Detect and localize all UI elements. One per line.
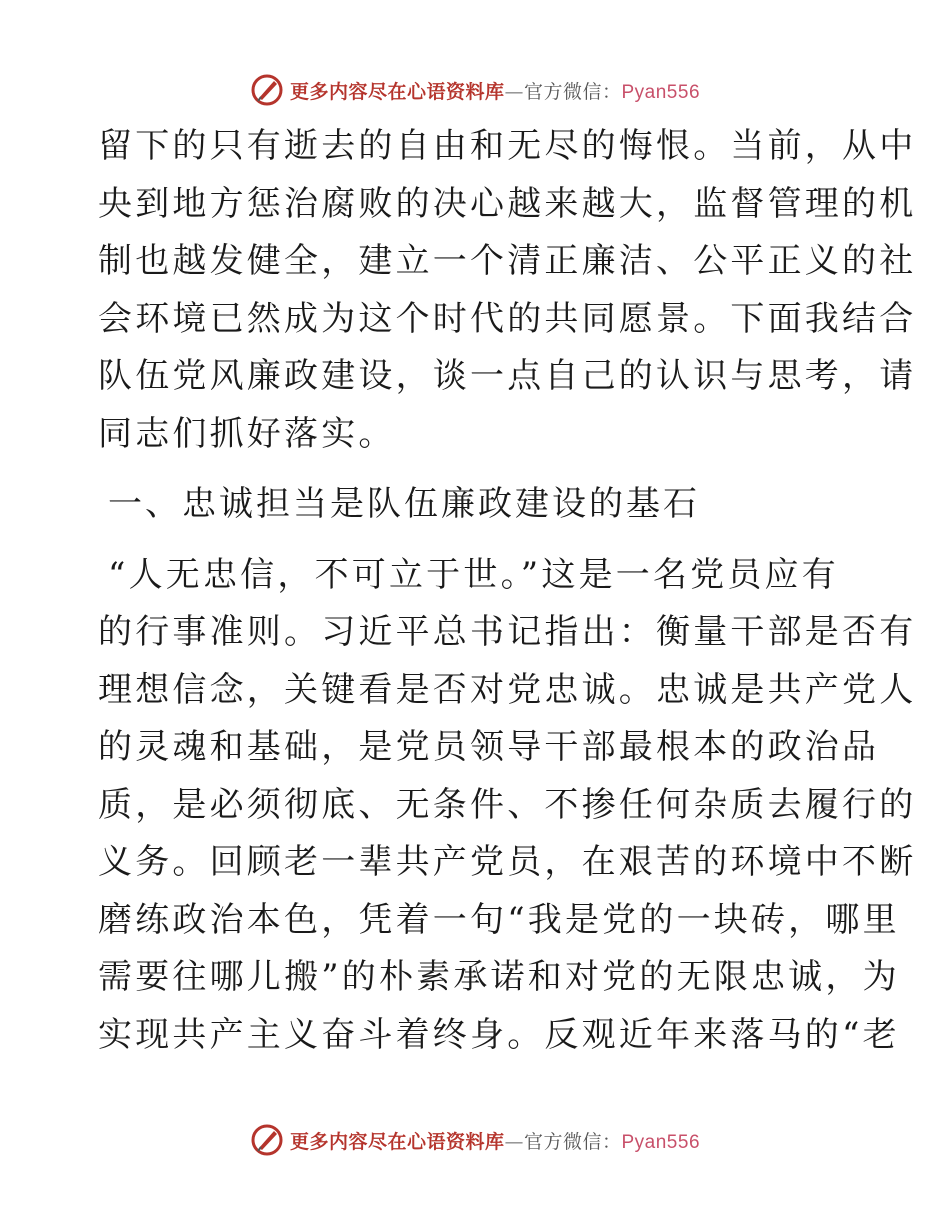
text-line: 需要往哪儿搬”的朴素承诺和对党的无限忠诚，为 [98, 957, 900, 997]
text-line: 的灵魂和基础，是党员领导干部最根本的政治品 [98, 727, 880, 767]
banner-account: Pyan556 [621, 81, 701, 103]
text-line: 义务。回顾老一辈共产党员，在艰苦的环境中不断 [98, 842, 917, 882]
header-banner [0, 70, 950, 110]
text-line: 会环境已然成为这个时代的共同愿景。下面我结合 [98, 298, 917, 339]
document-body [98, 118, 917, 1064]
banner-site-name: 更多内容尽在心语资料库 [289, 1130, 505, 1153]
quill-logo-icon [250, 1123, 284, 1157]
text-line: 实现共产主义奋斗着终身。反观近年来落马的“老 [98, 1014, 900, 1055]
text-line: 央到地方惩治腐败的决心越来越大，监督管理的机 [98, 183, 917, 224]
section-heading: 一、忠诚担当是队伍廉政建设的基石 [108, 484, 700, 524]
footer-banner [0, 1120, 950, 1160]
banner-site-name: 更多内容尽在心语资料库 [289, 80, 505, 103]
text-line: 的行事准则。习近平总书记指出：衡量干部是否有 [98, 612, 917, 652]
text-line: 队伍党风廉政建设，谈一点自己的认识与思考，请 [98, 356, 917, 396]
banner-account: Pyan556 [621, 1131, 701, 1153]
text-line: 理想信念，关键看是否对党忠诚。忠诚是共产党人 [98, 669, 917, 710]
text-line: 留下的只有逝去的自由和无尽的悔恨。当前，从中 [98, 126, 917, 166]
text-line: 磨练政治本色，凭着一句“我是党的一块砖，哪里 [98, 899, 900, 940]
text-line: “人无忠信，不可立于世。”这是一名党员应有 [108, 554, 839, 595]
text-line: 质，是必须彻底、无条件、不掺任何杂质去履行的 [98, 784, 917, 825]
banner-text [290, 1127, 700, 1154]
banner-label: 官方微信： [523, 80, 622, 103]
text-line: 同志们抓好落实。 [98, 413, 396, 454]
banner-dash: — [504, 80, 524, 103]
text-line: 制也越发健全，建立一个清正廉洁、公平正义的社 [98, 241, 917, 281]
quill-logo-icon [250, 73, 284, 107]
banner-label: 官方微信： [523, 1130, 622, 1153]
banner-dash: — [504, 1130, 524, 1153]
banner-text [290, 77, 700, 104]
